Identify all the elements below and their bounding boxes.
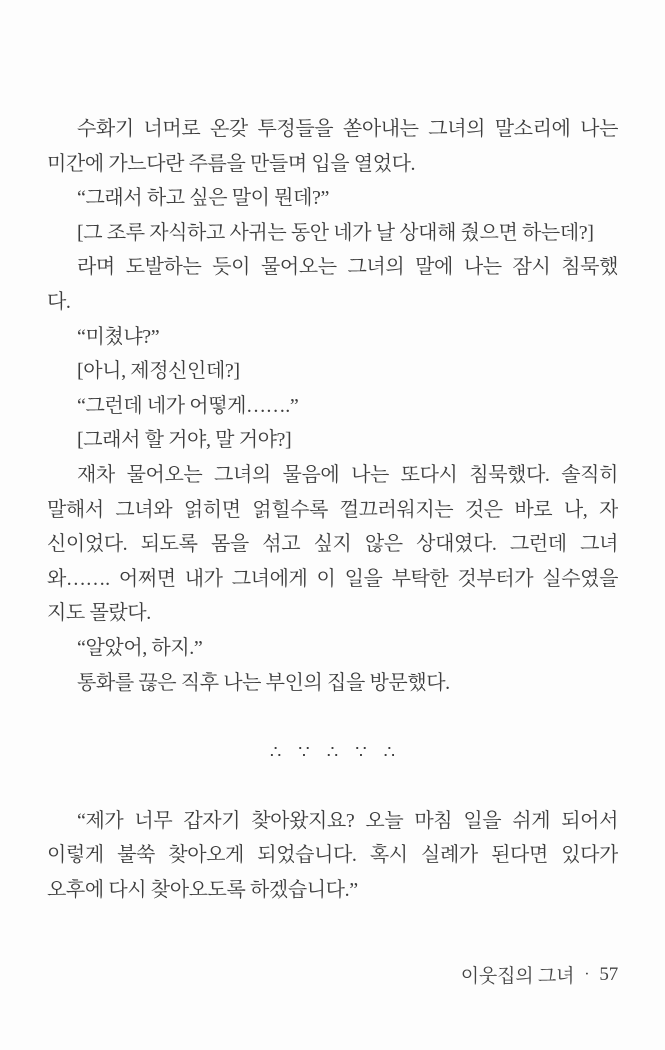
footer-page-number: 57 [599, 963, 618, 985]
text-line: 통화를 끊은 직후 나는 부인의 집을 방문했다. [77, 671, 450, 694]
section-separator [47, 735, 618, 770]
text-line: “알았어, 하지.” [77, 636, 203, 659]
text-line: “미쳤냐?” [77, 325, 160, 348]
text-line: 미간에 가느다란 주름을 만들며 입을 열었다. [47, 152, 416, 175]
text-line: 다. [47, 290, 71, 313]
text-line: 이렇게 불쑥 찾아오게 되었습니다. 혹시 실례가 된다면 있다가 [47, 844, 618, 867]
blank-line [47, 700, 618, 735]
footer-dot-icon: · [584, 965, 590, 983]
text-line: 수화기 너머로 온갖 투정들을 쏟아내는 그녀의 말소리에 나는 [77, 118, 618, 140]
text-line: 라며 도발하는 듯이 물어오는 그녀의 말에 나는 잠시 침묵했 [77, 256, 618, 279]
text-line: 와……. 어쩌면 내가 그녀에게 이 일을 부탁한 것부터가 실수였을 [47, 567, 618, 590]
separator-glyphs: ∴∵∴∵∴ [269, 741, 413, 762]
text-line: 오후에 다시 찾아오도록 하겠습니다.” [47, 879, 358, 902]
text-line: [그 조루 자식하고 사귀는 동안 네가 날 상대해 줬으면 하는데?] [77, 221, 594, 244]
page-footer [461, 961, 618, 988]
text-line: “제가 너무 갑자기 찾아왔지요? 오늘 마침 일을 쉬게 되어서 [77, 809, 618, 832]
text-line: 신이었다. 되도록 몸을 섞고 싶지 않은 상대였다. 그런데 그녀 [47, 533, 618, 556]
text-line: [아니, 제정신인데?] [77, 360, 240, 383]
text-line: 재차 물어오는 그녀의 물음에 나는 또다시 침묵했다. 솔직히 [77, 463, 618, 486]
blank-line [47, 769, 618, 804]
page-body [47, 112, 618, 908]
text-line: “그런데 네가 어떻게…….” [77, 394, 299, 417]
text-line: [그래서 할 거야, 말 거야?] [77, 429, 292, 452]
text-line: 말해서 그녀와 얽히면 얽힐수록 껄끄러워지는 것은 바로 나, 자 [47, 498, 618, 521]
footer-running-title: 이웃집의 그녀 [460, 966, 575, 987]
text-line: 지도 몰랐다. [47, 602, 151, 625]
text-line: “그래서 하고 싶은 말이 뭔데?” [77, 187, 329, 210]
